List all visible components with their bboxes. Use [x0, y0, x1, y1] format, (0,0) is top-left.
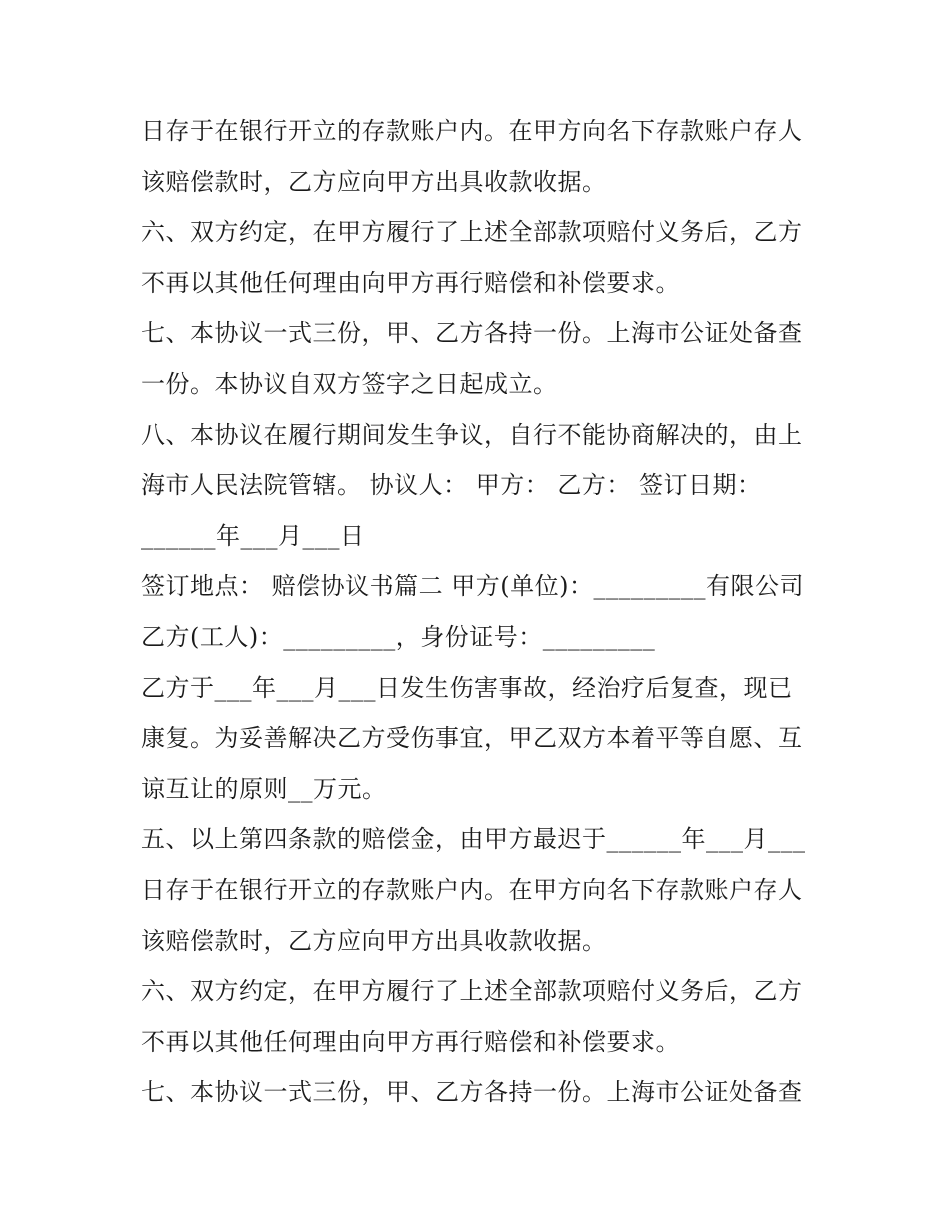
text-line: 七、本协议一式三份，甲、乙方各持一份。上海市公证处备查 — [141, 319, 803, 348]
text-line: 一份。本协议自双方签字之日起成立。 — [141, 369, 558, 398]
text-line: 不再以其他任何理由向甲方再行赔偿和补偿要求。 — [141, 268, 680, 297]
text-line: 八、本协议在履行期间发生争议，自行不能协商解决的，由上 — [141, 420, 803, 449]
text-line: 谅互让的原则__万元。 — [141, 774, 387, 803]
text-line: ______年___月___日 — [141, 521, 365, 550]
text-line: 签订地点： 赔偿协议书篇二 甲方(单位)：_________有限公司 — [141, 572, 804, 601]
text-line: 七、本协议一式三份，甲、乙方各持一份。上海市公证处备查 — [141, 1078, 803, 1107]
text-line: 六、双方约定，在甲方履行了上述全部款项赔付义务后，乙方 — [141, 977, 803, 1006]
text-line: 不再以其他任何理由向甲方再行赔偿和补偿要求。 — [141, 1027, 680, 1056]
document-body — [141, 106, 821, 1118]
text-line: 该赔偿款时，乙方应向甲方出具收款收据。 — [141, 926, 607, 955]
text-line: 海市人民法院管辖。 协议人： 甲方： 乙方： 签订日期： — [141, 471, 762, 500]
text-line: 日存于在银行开立的存款账户内。在甲方向名下存款账户存人 — [141, 875, 803, 904]
text-line: 康复。为妥善解决乙方受伤事宜，甲乙双方本着平等自愿、互 — [141, 724, 803, 753]
text-line: 六、双方约定，在甲方履行了上述全部款项赔付义务后，乙方 — [141, 218, 803, 247]
text-line: 日存于在银行开立的存款账户内。在甲方向名下存款账户存人 — [141, 117, 803, 145]
text-line: 乙方于___年___月___日发生伤害事故，经治疗后复查，现已 — [141, 673, 793, 702]
text-line: 乙方(工人)：_________，身份证号：_________ — [141, 622, 656, 651]
text-line: 该赔偿款时，乙方应向甲方出具收款收据。 — [141, 167, 607, 196]
text-line: 五、以上第四条款的赔偿金，由甲方最迟于______年___月___ — [141, 825, 806, 854]
